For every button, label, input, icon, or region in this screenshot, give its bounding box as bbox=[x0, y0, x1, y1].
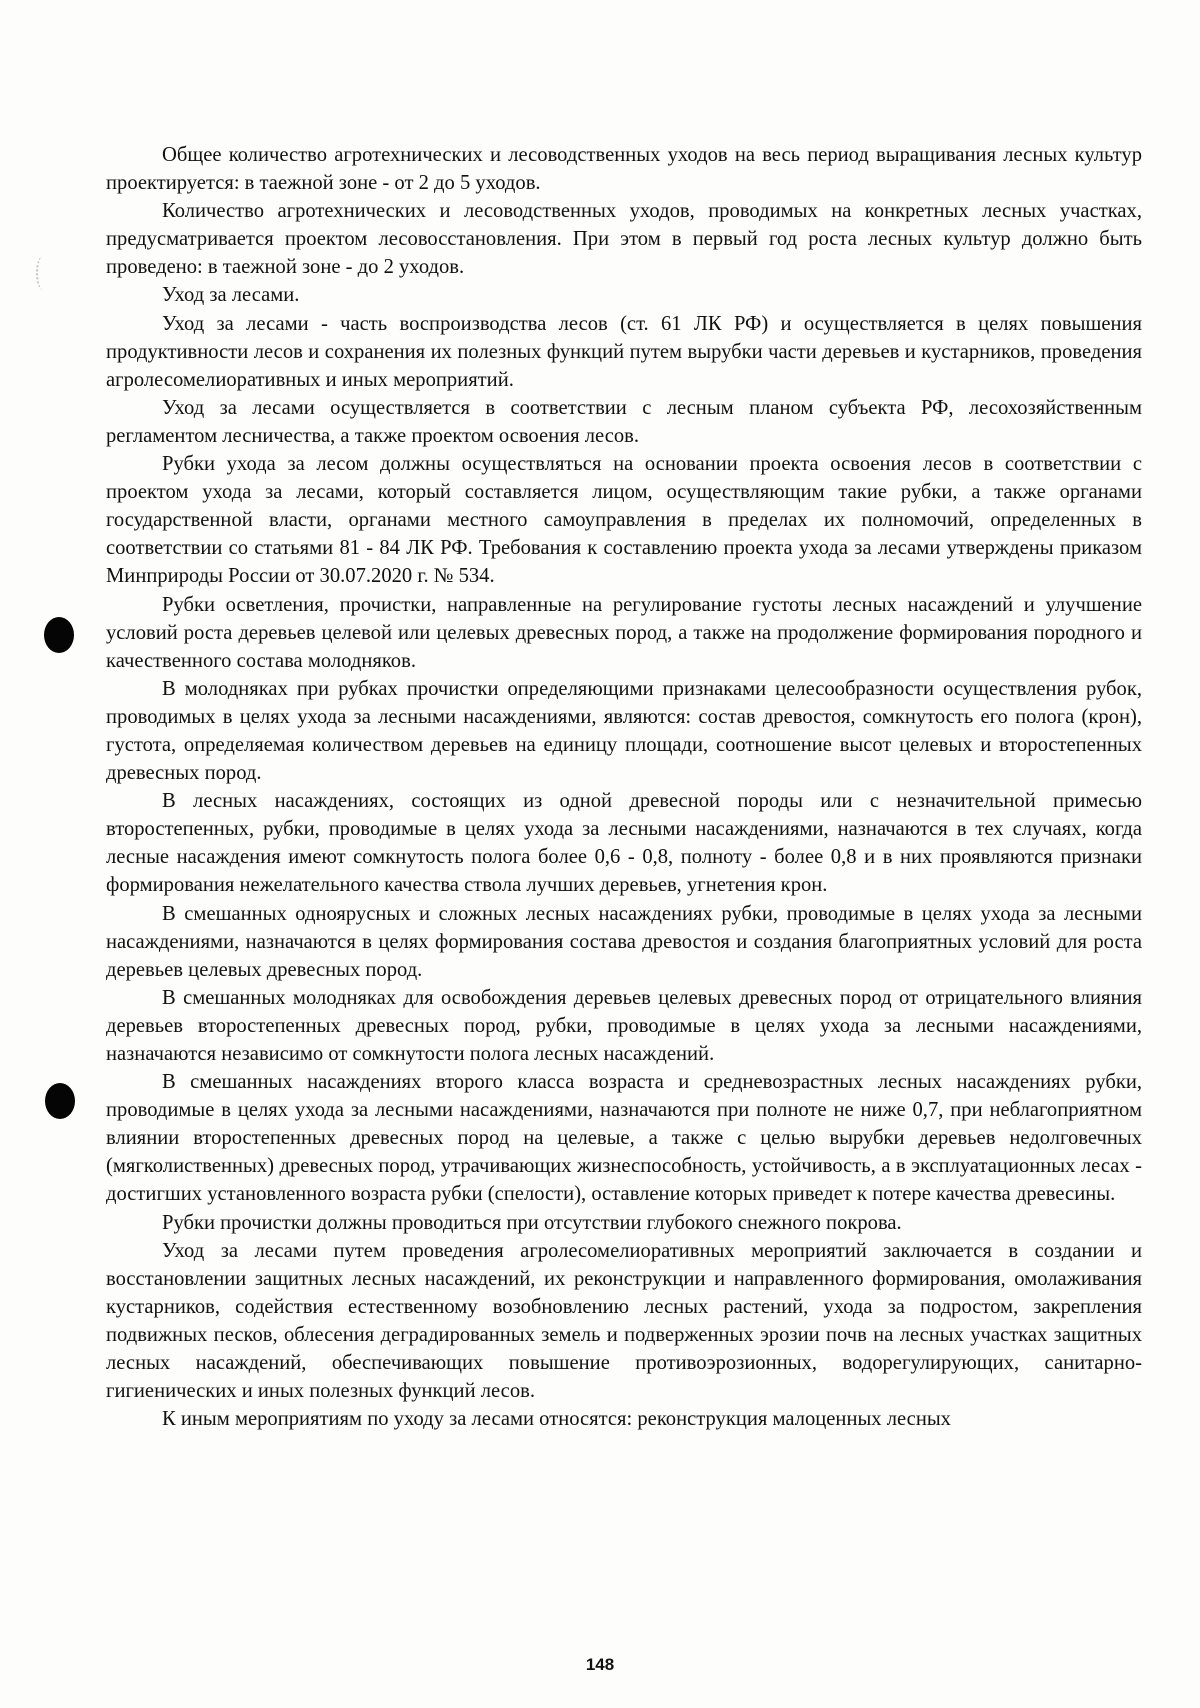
punch-hole bbox=[44, 617, 74, 653]
paragraph: Уход за лесами осуществляется в соответствии с лесным планом субъекта РФ, лесохозяйственным регламентом лесничества, а также проектом освоения лесов. bbox=[106, 396, 1142, 447]
section-heading: Уход за лесами. bbox=[162, 284, 300, 307]
paragraph: В смешанных одноярусных и сложных лесных насаждениях рубки, проводимые в целях ухода за лесными насаждениями, назначаются в целях формирования состава древостоя и создания благоприятных условий для роста деревьев целевых древесных пород. bbox=[106, 902, 1142, 981]
paragraph: В смешанных молодняках для освобождения деревьев целевых древесных пород от отрицательного влияния деревьев второстепенных древесных пород, рубки, проводимые в целях ухода за лесными насаждениями, назначаются независимо от сомкнутости полога лесных насаждений. bbox=[106, 986, 1142, 1065]
punch-hole bbox=[45, 1083, 75, 1119]
paragraph: В смешанных насаждениях второго класса возраста и средневозрастных лесных насаждениях рубки, проводимые в целях ухода за лесными насаждениями, назначаются при полноте не ниже 0,7, при неблагоприятном влиянии второстепенных древесных пород на целевые, а также с целью вырубки деревьев недолговечных (мягколиственных) древесных пород, утрачивающих жизнеспособность, устойчивость, а в эксплуатационных лесах - достигших установленного возраста рубки (спелости), оставление которых приведет к потере качества древесины. bbox=[106, 1071, 1142, 1206]
paragraph: В молодняках при рубках прочистки определяющими признаками целесообразности осуществления рубок, проводимых в целях ухода за лесными насаждениями, являются: состав древостоя, сомкнутость его полога (крон), густота, определяемая количеством деревьев на единицу площади, соотношение высот целевых и второстепенных древесных пород. bbox=[106, 677, 1142, 785]
paragraph: Уход за лесами - часть воспроизводства лесов (ст. 61 ЛК РФ) и осуществляется в целях повышения продуктивности лесов и сохранения их полезных функций путем вырубки части деревьев и кустарников, проведения агролесомелиоративных и иных мероприятий. bbox=[106, 312, 1142, 391]
paragraph: Рубки прочистки должны проводиться при отсутствии глубокого снежного покрова. bbox=[162, 1211, 902, 1234]
body-text bbox=[106, 141, 1142, 1433]
paragraph: В лесных насаждениях, состоящих из одной древесной породы или с незначительной примесью второстепенных, рубки, проводимые в целях ухода за лесными насаждениями, назначаются в тех случаях, когда лесные насаждения имеют сомкнутость полога более 0,6 - 0,8, полноту - более 0,8 и в них проявляются признаки формирования нежелательного качества ствола лучших деревьев, угнетения крон. bbox=[106, 790, 1142, 897]
page-number: 148 bbox=[585, 1655, 615, 1674]
paragraph: Рубки ухода за лесом должны осуществляться на основании проекта освоения лесов в соответствии с проектом ухода за лесами, который составляется лицом, осуществляющим такие рубки, а также органами государственной власти, органами местного самоуправления в пределах их полномочий, определенных в соответствии со статьями 81 - 84 ЛК РФ. Требования к составлению проекта ухода за лесами утверждены приказом Минприроды России от 30.07.2020 г. № 534. bbox=[106, 453, 1142, 588]
paragraph: Уход за лесами путем проведения агролесомелиоративных мероприятий заключается в создании и восстановлении защитных лесных насаждений, их реконструкции и направленного формирования, омолаживания кустарников, содействия естественному возобновлению лесных растений, ухода за подростом, закрепления подвижных песков, облесения деградированных земель и подверженных эрозии почв на лесных участках защитных лесных насаждений, обеспечивающих повышение противоэрозионных, водорегулирующих, санитарно-гигиенических и иных полезных функций лесов. bbox=[106, 1239, 1142, 1403]
scan-artifact bbox=[36, 256, 50, 290]
paragraph: Количество агротехнических и лесоводственных уходов, проводимых на конкретных лесных участках, предусматривается проектом лесовосстановления. При этом в первый год роста лесных культур должно быть проведено: в таежной зоне - до 2 уходов. bbox=[106, 200, 1142, 279]
paragraph: К иным мероприятиям по уходу за лесами относятся: реконструкция малоценных лесных bbox=[162, 1408, 951, 1431]
paragraph: Рубки осветления, прочистки, направленные на регулирование густоты лесных насаждений и улучшение условий роста деревьев целевой или целевых древесных пород, а также на продолжение формирования породного и качественного состава молодняков. bbox=[106, 593, 1142, 672]
paragraph: Общее количество агротехнических и лесоводственных уходов на весь период выращивания лесных культур проектируется: в таежной зоне - от 2 до 5 уходов. bbox=[106, 144, 1142, 195]
